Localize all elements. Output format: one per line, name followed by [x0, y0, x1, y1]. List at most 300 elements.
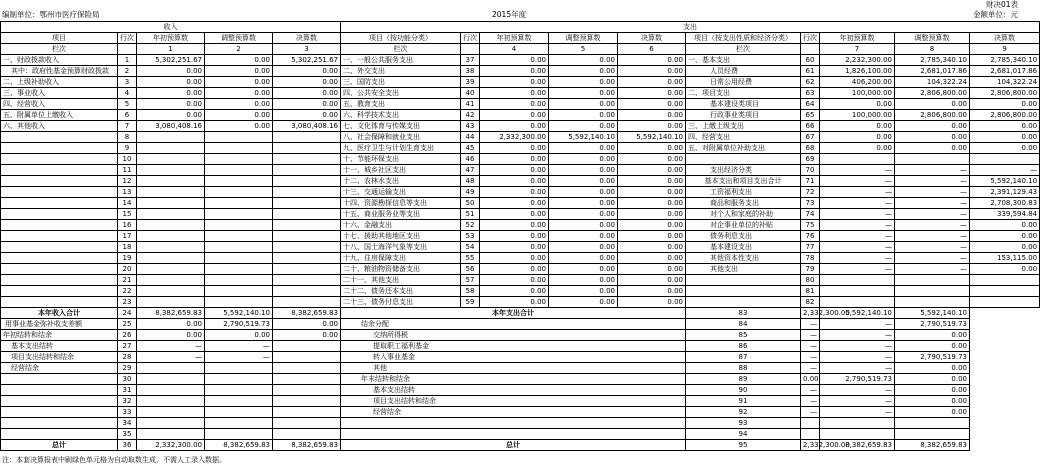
table-row [1, 363, 1040, 374]
table-cell: — [137, 341, 205, 352]
table-cell: 0.00 [895, 341, 970, 352]
table-cell: 0.00 [970, 132, 1040, 143]
row-number: 32 [118, 396, 137, 407]
table-cell: — [820, 165, 895, 176]
table-cell: 13 [118, 187, 137, 198]
table-cell: 2,790,519.73 [895, 352, 970, 363]
table-cell [137, 297, 205, 308]
row-number: 88 [686, 363, 801, 374]
table-cell: 1 [118, 55, 137, 66]
table-cell: 经营结余 [341, 407, 686, 418]
table-cell: — [895, 242, 970, 253]
column-index: 2 [205, 44, 273, 55]
row-number: 95 [686, 440, 801, 451]
total-value: 2,332,300.00 [137, 440, 205, 451]
table-cell: 0.00 [205, 88, 273, 99]
table-cell: 9 [118, 143, 137, 154]
table-row [1, 110, 1040, 121]
table-cell [1, 220, 118, 231]
table-cell: 对企事业单位的补贴 [686, 220, 801, 231]
table-cell: 0.00 [549, 220, 618, 231]
table-cell: 2,785,340.10 [895, 55, 970, 66]
table-cell: — [820, 396, 895, 407]
row-number: 89 [686, 374, 801, 385]
table-cell: 17 [118, 231, 137, 242]
table-cell: 6 [118, 110, 137, 121]
footnote: 注：本套决算报表中刷绿色单元格为自动取数生成，不需人工录入数据。 [2, 456, 226, 464]
column-index-row [1, 44, 1040, 55]
column-index: 1 [137, 44, 205, 55]
table-row [1, 374, 1040, 385]
table-cell [820, 297, 895, 308]
table-cell: 0.00 [895, 330, 970, 341]
column-index: 5 [549, 44, 618, 55]
report-year: 2015年度 [492, 10, 527, 19]
table-cell: 80 [801, 275, 820, 286]
table-cell [801, 418, 820, 429]
row-number: 30 [118, 374, 137, 385]
form-code: 财决01表 [985, 0, 1018, 9]
table-cell: 0.00 [970, 264, 1040, 275]
table-cell [970, 286, 1040, 297]
table-cell: 0.00 [137, 110, 205, 121]
table-cell: 0.00 [205, 330, 273, 341]
table-cell [137, 231, 205, 242]
table-cell: 0.00 [970, 143, 1040, 154]
table-cell [137, 275, 205, 286]
table-cell: 十九、住房保障支出 [341, 253, 461, 264]
table-cell: 0.00 [549, 209, 618, 220]
table-cell [273, 187, 341, 198]
column-header: 调整预算数 [205, 33, 273, 44]
table-cell: 三、上缴上级支出 [686, 121, 801, 132]
table-cell: 人员经费 [686, 66, 801, 77]
table-cell: 4 [118, 88, 137, 99]
table-cell [273, 385, 341, 396]
table-cell: 65 [801, 110, 820, 121]
table-cell [686, 275, 801, 286]
table-cell: 0.00 [895, 121, 970, 132]
table-row [1, 132, 1040, 143]
table-cell: 2,785,340.10 [970, 55, 1040, 66]
table-cell [137, 253, 205, 264]
table-cell [205, 143, 273, 154]
table-cell: 0.00 [549, 242, 618, 253]
table-cell [205, 154, 273, 165]
table-cell: 3,080,408.16 [137, 121, 205, 132]
table-cell: 78 [801, 253, 820, 264]
table-cell [205, 176, 273, 187]
table-cell: 0.00 [549, 110, 618, 121]
table-cell: 二、外交支出 [341, 66, 461, 77]
table-cell [1, 187, 118, 198]
table-cell: 0.00 [480, 66, 549, 77]
table-row [1, 154, 1040, 165]
table-cell: 0.00 [549, 253, 618, 264]
table-cell: 22 [118, 286, 137, 297]
table-cell: 五、对附属单位补助支出 [686, 143, 801, 154]
table-cell [205, 242, 273, 253]
table-cell: 九、医疗卫生与计划生育支出 [341, 143, 461, 154]
table-cell [1, 209, 118, 220]
table-cell: 十四、资源勘探信息等支出 [341, 198, 461, 209]
table-cell: 0.00 [970, 220, 1040, 231]
currency-unit: 金额单位：元 [973, 10, 1018, 19]
table-row [1, 286, 1040, 297]
table-cell: 0.00 [549, 286, 618, 297]
table-cell: 5,592,140.10 [970, 176, 1040, 187]
table-cell: 0.00 [618, 66, 686, 77]
table-cell [1, 418, 118, 429]
table-cell [273, 231, 341, 242]
table-cell: 69 [801, 154, 820, 165]
grand-total-label: 总计 [1, 440, 118, 451]
table-cell: 项目支出结转和结余 [1, 352, 118, 363]
table-cell: 54 [461, 242, 480, 253]
column-header: 调整预算数 [549, 33, 618, 44]
table-cell: — [820, 363, 895, 374]
column-header: 项目（按功能分类） [341, 33, 461, 44]
table-cell [137, 374, 205, 385]
table-cell: 55 [461, 253, 480, 264]
table-cell: — [820, 341, 895, 352]
table-cell [137, 264, 205, 275]
table-row [1, 99, 1040, 110]
table-cell: 61 [801, 66, 820, 77]
table-cell [205, 407, 273, 418]
column-index: 3 [273, 44, 341, 55]
table-cell [970, 297, 1040, 308]
column-index [801, 44, 820, 55]
table-cell: 0.00 [895, 143, 970, 154]
table-cell: 0.00 [820, 132, 895, 143]
table-cell: 二十三、债务付息支出 [341, 297, 461, 308]
table-cell [273, 264, 341, 275]
table-cell: 5,592,140.10 [549, 132, 618, 143]
table-cell: 104,322.24 [970, 77, 1040, 88]
table-cell: 0.00 [618, 121, 686, 132]
table-cell [273, 275, 341, 286]
table-cell: 0.00 [618, 88, 686, 99]
table-row [1, 187, 1040, 198]
table-cell: — [801, 319, 820, 330]
table-row [1, 77, 1040, 88]
row-number: 31 [118, 385, 137, 396]
table-cell: 74 [801, 209, 820, 220]
table-cell: 81 [801, 286, 820, 297]
table-cell: 8 [118, 132, 137, 143]
table-cell [1, 176, 118, 187]
table-cell: 基本建设类项目 [686, 99, 801, 110]
column-index: 8 [895, 44, 970, 55]
table-cell: 一、一般公共服务支出 [341, 55, 461, 66]
table-cell: 0.00 [273, 66, 341, 77]
table-cell: 十六、金融支出 [341, 220, 461, 231]
table-cell: 十七、援助其他地区支出 [341, 231, 461, 242]
table-cell: 0.00 [273, 99, 341, 110]
table-cell: 51 [461, 209, 480, 220]
table-cell: 二十、粮油物资储备支出 [341, 264, 461, 275]
table-cell: 0.00 [549, 143, 618, 154]
table-cell: 2,232,300.00 [820, 55, 895, 66]
table-cell [205, 198, 273, 209]
table-cell [137, 396, 205, 407]
row-number: 27 [118, 341, 137, 352]
row-number: 28 [118, 352, 137, 363]
table-cell: 0.00 [970, 121, 1040, 132]
table-cell: 0.00 [480, 143, 549, 154]
column-index [118, 44, 137, 55]
table-cell: 基本建设支出 [686, 242, 801, 253]
table-cell: 七、文化体育与传媒支出 [341, 121, 461, 132]
table-cell [137, 187, 205, 198]
table-cell: 工资福利支出 [686, 187, 801, 198]
column-index: 栏次 [341, 44, 461, 55]
table-cell: 三、国防支出 [341, 77, 461, 88]
table-cell [273, 297, 341, 308]
table-cell: 0.00 [820, 143, 895, 154]
table-cell: 0.00 [895, 385, 970, 396]
table-cell [273, 429, 341, 440]
table-cell: 0.00 [618, 231, 686, 242]
table-cell: 0.00 [205, 121, 273, 132]
table-cell [205, 132, 273, 143]
table-cell [1, 264, 118, 275]
table-cell [895, 275, 970, 286]
table-cell [273, 176, 341, 187]
table-cell: 六、科学技术支出 [341, 110, 461, 121]
table-cell: — [820, 319, 895, 330]
table-cell [820, 275, 895, 286]
table-cell: 0.00 [895, 363, 970, 374]
total-value: 5,592,140.10 [820, 308, 895, 319]
table-cell: — [895, 253, 970, 264]
table-cell: 44 [461, 132, 480, 143]
table-cell [205, 220, 273, 231]
table-row [1, 176, 1040, 187]
table-cell: 0.00 [549, 231, 618, 242]
table-cell: 0.00 [480, 88, 549, 99]
table-cell: 77 [801, 242, 820, 253]
table-cell [273, 418, 341, 429]
column-header: 行次 [461, 33, 480, 44]
table-cell: — [820, 231, 895, 242]
row-number: 83 [686, 308, 801, 319]
table-cell: 0.00 [895, 99, 970, 110]
table-cell [137, 407, 205, 418]
table-cell [820, 429, 895, 440]
table-cell [1, 275, 118, 286]
table-cell: 0.00 [480, 176, 549, 187]
row-number: 35 [118, 429, 137, 440]
table-cell: 68 [801, 143, 820, 154]
table-cell: 15 [118, 209, 137, 220]
budget-table [0, 21, 1040, 451]
row-number: 93 [686, 418, 801, 429]
table-row [1, 242, 1040, 253]
table-cell: 0.00 [205, 110, 273, 121]
table-cell: 50 [461, 198, 480, 209]
table-cell [205, 297, 273, 308]
table-cell: 经营结余 [1, 363, 118, 374]
table-cell: 79 [801, 264, 820, 275]
table-cell: 二十二、债务还本支出 [341, 286, 461, 297]
total-value: 8,382,659.83 [137, 308, 205, 319]
table-cell [205, 286, 273, 297]
table-cell [1, 374, 118, 385]
table-cell [137, 286, 205, 297]
table-cell: 0.00 [480, 99, 549, 110]
table-cell: 3 [118, 77, 137, 88]
total-value: 8,382,659.83 [273, 440, 341, 451]
table-row [1, 297, 1040, 308]
income-total-label: 本年收入合计 [1, 308, 118, 319]
table-row [1, 143, 1040, 154]
table-cell: 12 [118, 176, 137, 187]
table-cell: 20 [118, 264, 137, 275]
table-cell: 日常公用经费 [686, 77, 801, 88]
table-cell: 0.00 [137, 99, 205, 110]
table-cell [273, 165, 341, 176]
table-cell [205, 374, 273, 385]
table-cell: 0.00 [549, 297, 618, 308]
column-header-row [1, 33, 1040, 44]
row-number: 86 [686, 341, 801, 352]
table-cell: 0.00 [618, 297, 686, 308]
table-row [1, 341, 1040, 352]
table-cell: 五、教育支出 [341, 99, 461, 110]
column-index: 6 [618, 44, 686, 55]
table-cell [273, 154, 341, 165]
table-cell: 其他 [341, 363, 686, 374]
table-cell: 六、其他收入 [1, 121, 118, 132]
table-cell [1, 242, 118, 253]
table-cell: 0.00 [480, 242, 549, 253]
table-cell: 0.00 [820, 121, 895, 132]
table-cell: 70 [801, 165, 820, 176]
table-cell [801, 429, 820, 440]
table-cell [273, 374, 341, 385]
table-cell: 0.00 [549, 154, 618, 165]
table-row [1, 418, 1040, 429]
table-cell: 四、公共安全支出 [341, 88, 461, 99]
table-cell: 交纳所得税 [341, 330, 686, 341]
table-cell: 0.00 [970, 231, 1040, 242]
table-cell: 104,322.24 [895, 77, 970, 88]
table-cell: 82 [801, 297, 820, 308]
table-cell [341, 418, 686, 429]
table-cell [205, 264, 273, 275]
table-cell: — [820, 242, 895, 253]
table-cell: 0.00 [137, 319, 205, 330]
table-cell: 48 [461, 176, 480, 187]
table-cell: 其他支出 [686, 264, 801, 275]
section-header-row [1, 22, 1040, 33]
table-cell: 339,594.84 [970, 209, 1040, 220]
header-row-2 [0, 10, 1024, 20]
table-cell: 0.00 [549, 264, 618, 275]
table-cell: 0.00 [480, 154, 549, 165]
table-cell: — [895, 231, 970, 242]
table-cell: 49 [461, 187, 480, 198]
table-cell: 0.00 [970, 99, 1040, 110]
table-cell: 0.00 [970, 242, 1040, 253]
row-number: 29 [118, 363, 137, 374]
table-row [1, 209, 1040, 220]
table-cell: 二、上级补助收入 [1, 77, 118, 88]
table-cell: 2,790,519.73 [205, 319, 273, 330]
table-cell: 四、经营收入 [1, 99, 118, 110]
table-cell [686, 297, 801, 308]
table-cell: 0.00 [480, 198, 549, 209]
table-cell: — [820, 187, 895, 198]
table-cell: 0.00 [480, 286, 549, 297]
table-cell: 0.00 [618, 110, 686, 121]
column-header: 决算数 [273, 33, 341, 44]
table-cell: 年初结转和结余 [1, 330, 118, 341]
table-cell: 0.00 [480, 209, 549, 220]
total-value: 8,382,659.83 [895, 440, 970, 451]
table-cell: 十三、交通运输支出 [341, 187, 461, 198]
table-cell: 56 [461, 264, 480, 275]
table-cell: 66 [801, 121, 820, 132]
total-value: 5,592,140.10 [205, 308, 273, 319]
table-cell: 0.00 [618, 220, 686, 231]
row-number: 33 [118, 407, 137, 418]
grand-total-label: 总计 [341, 440, 686, 451]
table-cell: 0.00 [273, 88, 341, 99]
row-number: 24 [118, 308, 137, 319]
table-cell [1, 407, 118, 418]
table-cell: 债务利息支出 [686, 231, 801, 242]
table-cell: 5 [118, 99, 137, 110]
table-row [1, 352, 1040, 363]
table-cell [137, 154, 205, 165]
table-cell: 基本支出和项目支出合计 [686, 176, 801, 187]
table-cell [137, 220, 205, 231]
table-cell: 23 [118, 297, 137, 308]
table-cell: 十八、国土海洋气象等支出 [341, 242, 461, 253]
table-cell [205, 275, 273, 286]
table-cell [205, 231, 273, 242]
table-cell [137, 429, 205, 440]
table-cell [686, 154, 801, 165]
column-header: 调整预算数 [895, 33, 970, 44]
table-cell: 0.00 [549, 88, 618, 99]
total-value: 8,382,659.83 [273, 308, 341, 319]
table-cell: — [820, 220, 895, 231]
table-cell: — [801, 407, 820, 418]
table-cell: — [205, 341, 273, 352]
table-cell: 一、财政拨款收入 [1, 55, 118, 66]
column-header: 行次 [801, 33, 820, 44]
column-header: 年初预算数 [137, 33, 205, 44]
table-cell: 支出经济分类 [686, 165, 801, 176]
table-cell: 38 [461, 66, 480, 77]
table-row [1, 165, 1040, 176]
table-row [1, 319, 1040, 330]
table-cell: — [820, 198, 895, 209]
table-cell: 0.00 [549, 187, 618, 198]
row-number: 25 [118, 319, 137, 330]
table-cell: 2,681,017.86 [895, 66, 970, 77]
table-cell: 0.00 [273, 77, 341, 88]
table-cell: 2,708,300.83 [970, 198, 1040, 209]
table-cell: 58 [461, 286, 480, 297]
table-cell: 0.00 [618, 99, 686, 110]
table-row [1, 275, 1040, 286]
table-cell: 0.00 [801, 374, 820, 385]
